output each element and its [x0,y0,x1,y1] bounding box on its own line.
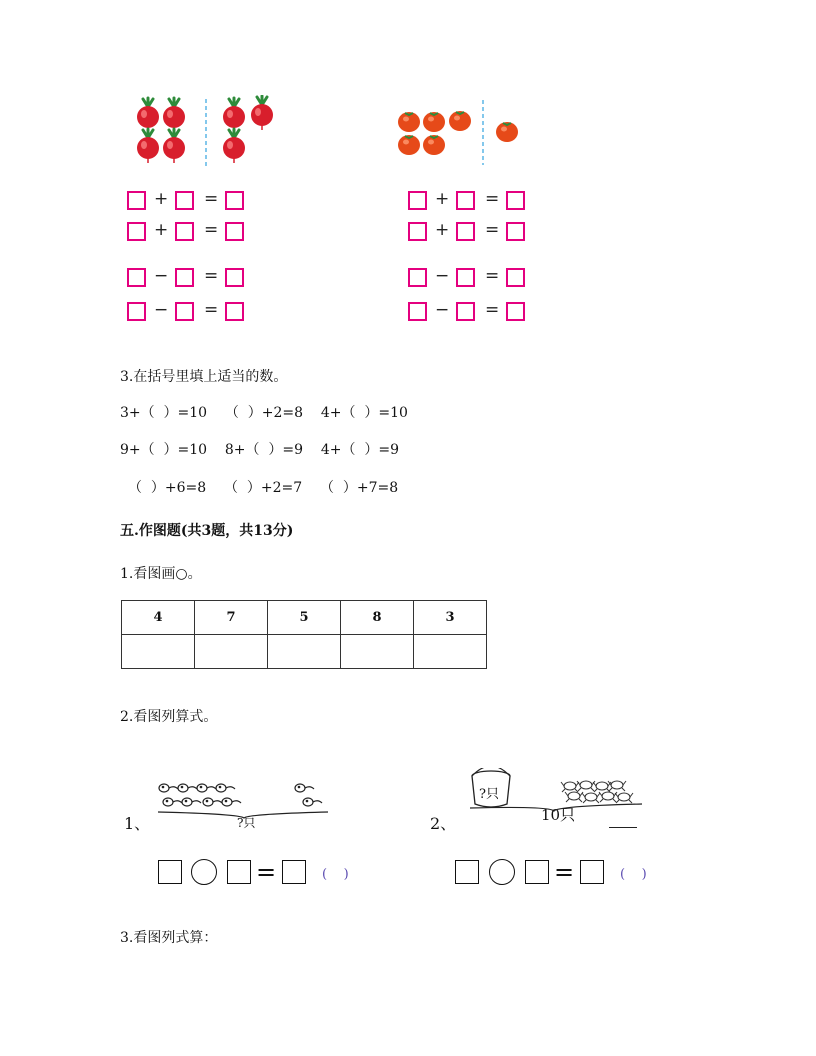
equation-row-add-2 [127,222,252,246]
unit-parentheses[interactable]: ( ) [620,867,647,882]
answer-box[interactable] [127,268,146,287]
answer-underline [609,827,637,828]
equation-row-add-1-right [408,191,533,215]
equation-row-sub-2 [127,302,252,326]
equation-row-add-1 [127,191,252,215]
drawing-cell[interactable] [341,635,414,669]
answer-box[interactable] [456,222,475,241]
number-cell: 7 [195,601,268,635]
number-cell: 4 [122,601,195,635]
fill-line-3: （ ）+6=8 （ ）+2=7 （ ）+7=8 [128,480,399,496]
equals-sign: = [256,858,277,886]
answer-box[interactable] [227,860,251,884]
part-2-label: 2、 [430,814,457,833]
equals-sign: = [204,266,219,286]
answer-box[interactable] [456,191,475,210]
equation-row-add-2-right [408,222,533,246]
answer-box[interactable] [408,191,427,210]
answer-box[interactable] [455,860,479,884]
answer-box[interactable] [225,302,244,321]
equals-sign: = [485,266,500,286]
answer-box[interactable] [175,302,194,321]
drawing-cell[interactable] [122,635,195,669]
minus-sign: − [435,300,450,320]
answer-box[interactable] [127,191,146,210]
equals-sign: = [554,858,575,886]
drawing-q2-title: 2.看图列算式。 [120,709,218,725]
equals-sign: = [204,220,219,240]
number-row [122,601,487,635]
fill-line-2: 9+（ ）=10 8+（ ）=9 4+（ ）=9 [120,442,400,458]
answer-box[interactable] [127,302,146,321]
answer-box[interactable] [175,191,194,210]
drawing-q3-title: 3.看图列式算： [120,930,218,946]
drawing-cell[interactable] [195,635,268,669]
equals-sign: = [204,300,219,320]
equation-row-sub-2-right [408,302,533,326]
answer-box[interactable] [506,222,525,241]
answer-box[interactable] [408,268,427,287]
drawing-cell[interactable] [414,635,487,669]
drawing-cell[interactable] [268,635,341,669]
answer-box[interactable] [506,302,525,321]
equation-row-sub-1-right [408,268,533,292]
answer-box[interactable] [456,268,475,287]
radish-picture [130,95,290,170]
bucket-label: ?只 [479,787,499,802]
answer-box[interactable] [456,302,475,321]
unit-parentheses[interactable]: ( ) [322,867,349,882]
answer-box[interactable] [175,222,194,241]
operator-circle[interactable] [489,859,515,885]
answer-box[interactable] [506,268,525,287]
minus-sign: − [435,266,450,286]
answer-box[interactable] [506,191,525,210]
answer-box[interactable] [580,860,604,884]
equals-sign: = [485,300,500,320]
answer-box[interactable] [282,860,306,884]
plus-sign: + [435,189,450,209]
answer-box[interactable] [225,191,244,210]
operator-circle[interactable] [191,859,217,885]
number-cell: 5 [268,601,341,635]
answer-box[interactable] [225,268,244,287]
drawing-q1-title: 1.看图画○。 [120,566,202,582]
plus-sign: + [154,220,169,240]
answer-box[interactable] [525,860,549,884]
answer-box[interactable] [158,860,182,884]
answer-box[interactable] [408,222,427,241]
minus-sign: − [154,300,169,320]
fill-line-1: 3+（ ）=10 （ ）+2=8 4+（ ）=10 [120,405,408,421]
answer-box[interactable] [127,222,146,241]
number-cell: 3 [414,601,487,635]
circle-drawing-table [121,600,487,669]
part-2-caption: 10只 [541,806,576,824]
plus-sign: + [435,220,450,240]
equals-sign: = [204,189,219,209]
equals-sign: = [485,189,500,209]
equals-sign: = [485,220,500,240]
tomato-picture [393,100,533,165]
question-3-title: 3.在括号里填上适当的数。 [120,369,288,385]
equation-row-sub-1 [127,268,252,292]
answer-box[interactable] [408,302,427,321]
drawing-row [122,635,487,669]
section-5-heading: 五.作图题(共3题，共13分) [120,523,294,539]
part-1-caption: ?只 [237,816,256,830]
minus-sign: − [154,266,169,286]
answer-box[interactable] [225,222,244,241]
answer-box[interactable] [175,268,194,287]
plus-sign: + [154,189,169,209]
part-1-label: 1、 [124,814,151,833]
number-cell: 8 [341,601,414,635]
